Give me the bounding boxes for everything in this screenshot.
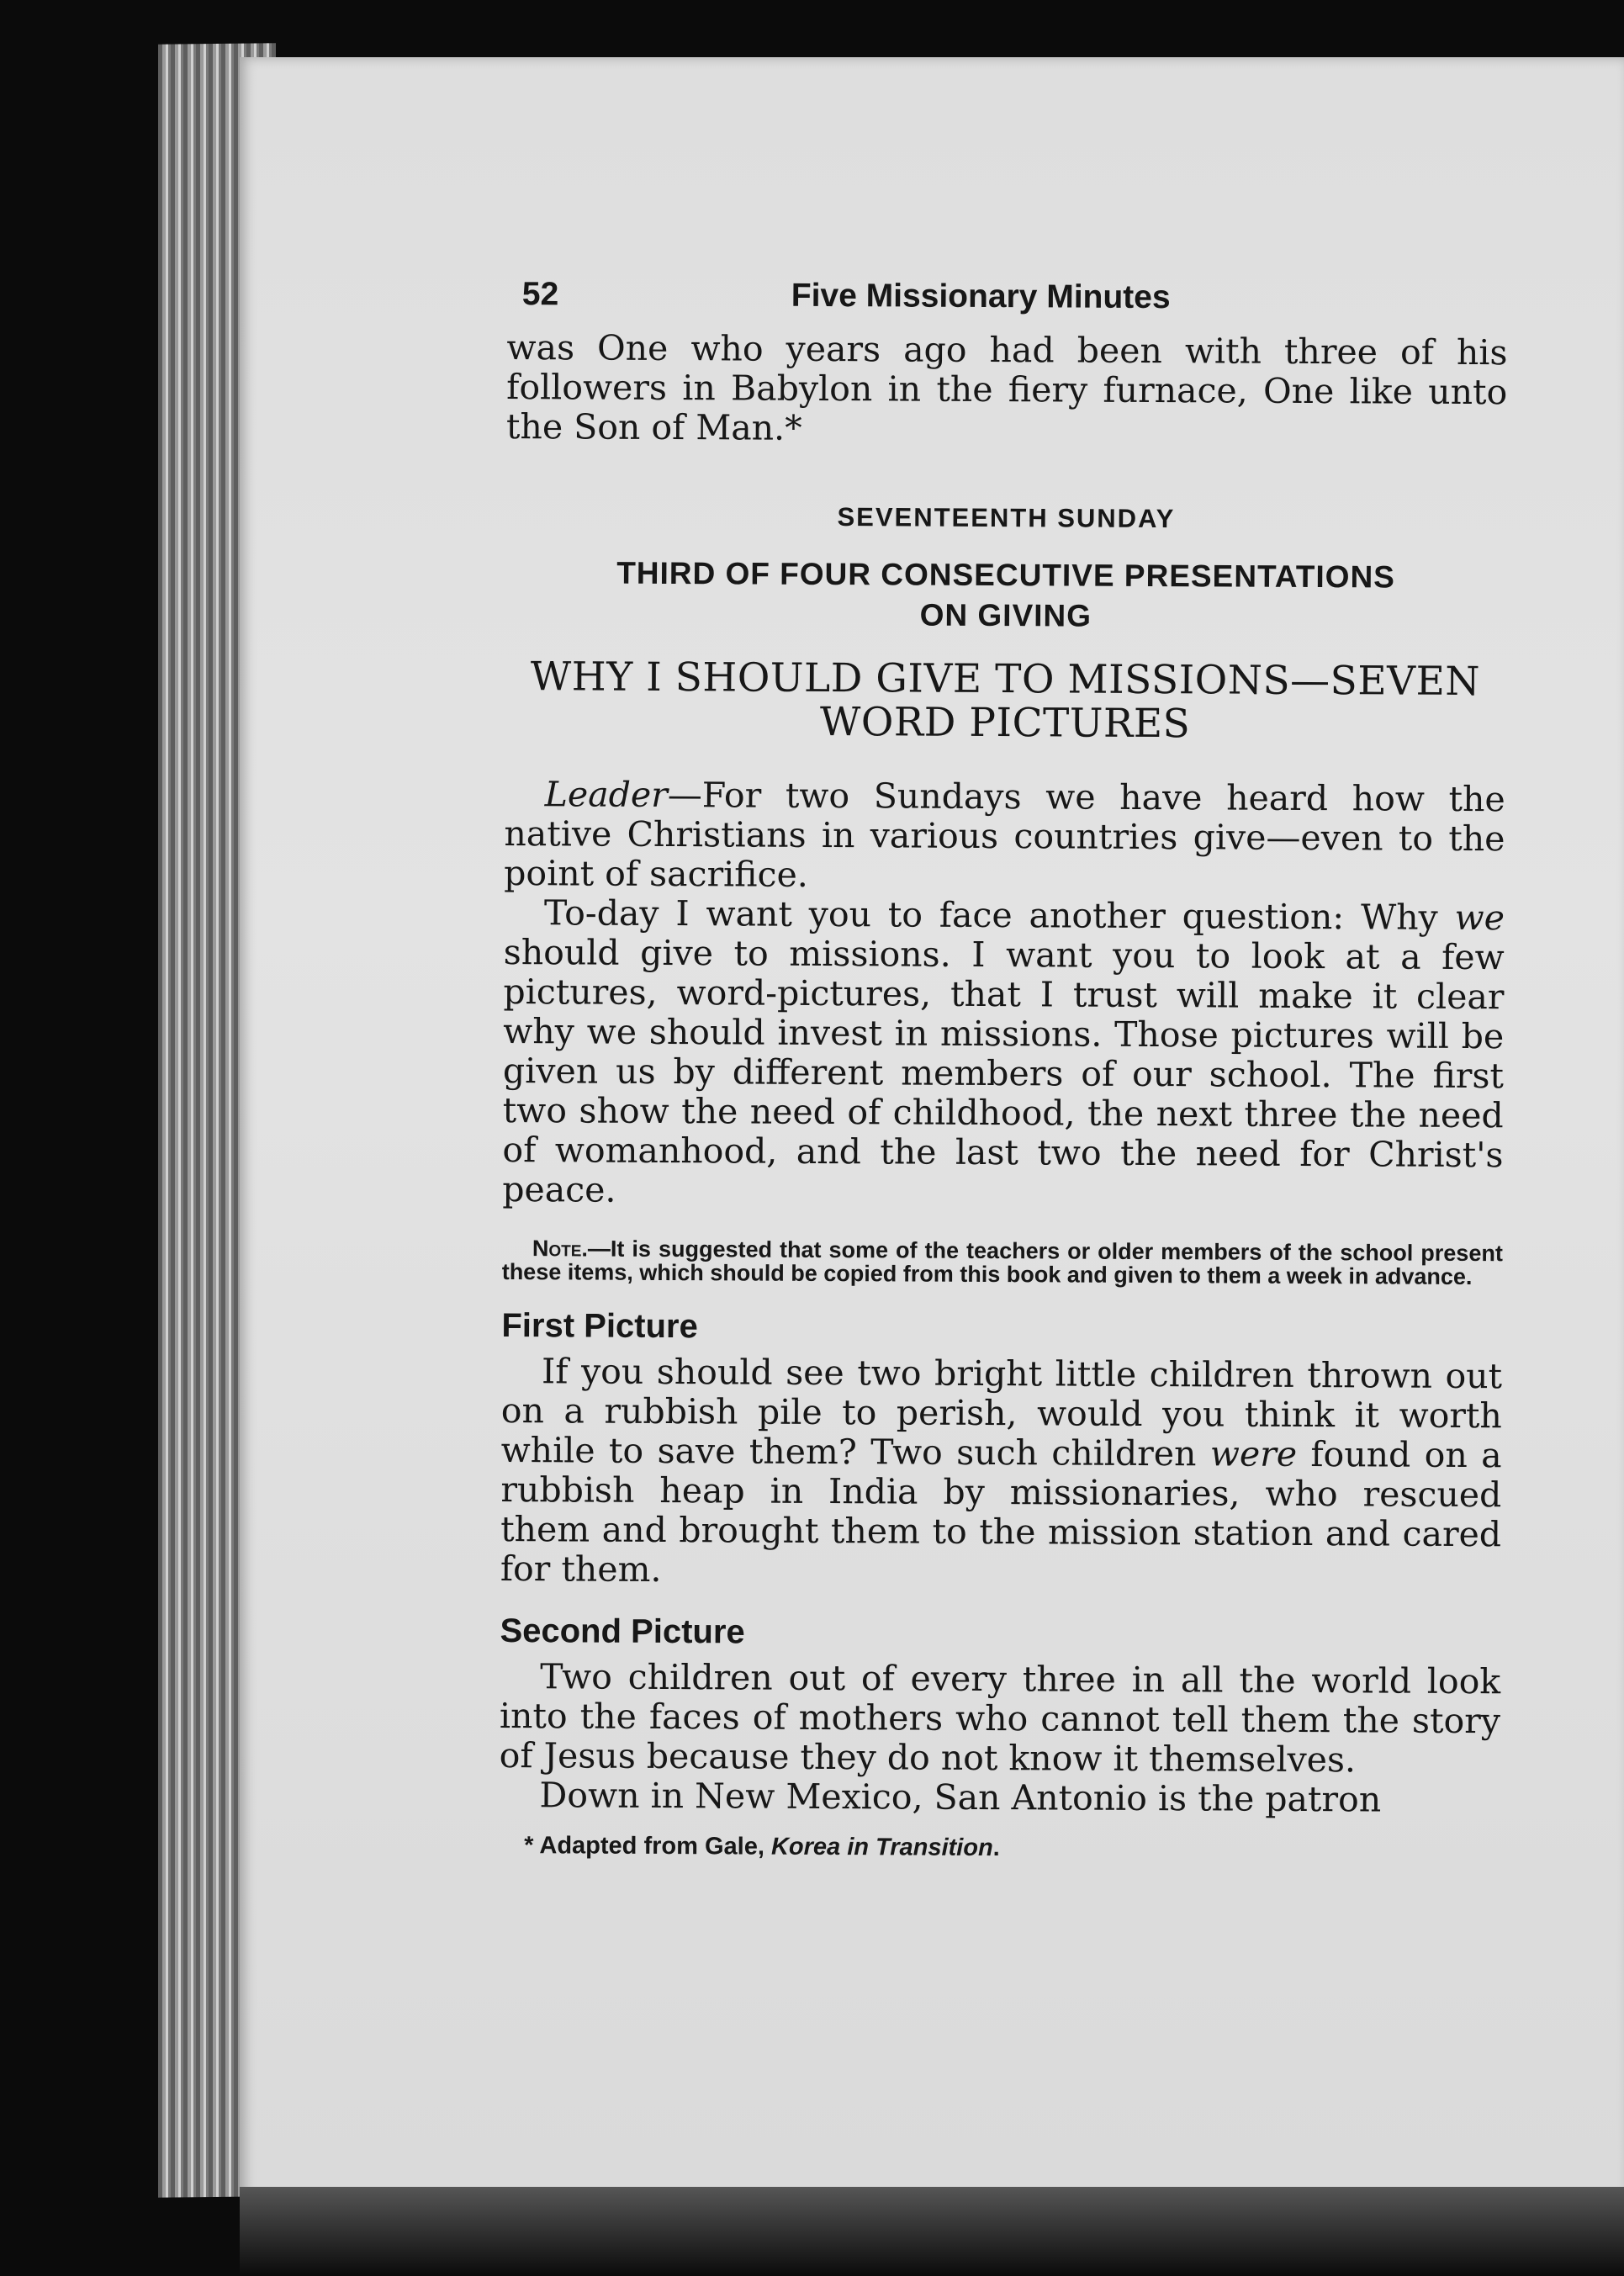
intro-text-2: should give to missions. I want you to look at a few pictures, word-pictures, that I trust will make it clear why we should invest in missions. Those pictures will be given us by different members of our school. The first two show the need of childhood, the next three the need of womanhood, and the last two the need for Christ's peace. xyxy=(502,931,1505,1210)
footnote-prefix: * Adapted from Gale, xyxy=(524,1832,772,1860)
leader-text: —For two Sundays we have heard how the native Christians in various countries give—even to the point of sacrifice. xyxy=(504,775,1505,895)
continuation-paragraph: was One who years ago had been with three of his followers in Babylon in the fiery furnace, One like unto the Son of Man.* xyxy=(505,326,1508,448)
note-text: —It is suggested that some of the teachers or older members of the school present these items, which should be copied from this book and given to them a week in advance. xyxy=(501,1236,1503,1290)
subheading xyxy=(505,553,1506,638)
footnote-suffix: . xyxy=(992,1834,1000,1862)
running-title: Five Missionary Minutes xyxy=(791,277,1171,316)
leader-paragraph xyxy=(504,775,1505,898)
note-label: Note. xyxy=(532,1236,589,1262)
intro-paragraph xyxy=(502,893,1505,1215)
second-picture-paragraph-2: Down in New Mexico, San Antonio is the patron xyxy=(539,1775,1382,1820)
first-picture-heading: First Picture xyxy=(501,1306,698,1346)
intro-text-1: To-day I want you to face another question: Why xyxy=(543,892,1455,938)
second-picture-paragraph-1: Two children out of every three in all the world look into the faces of mothers who cannot tell them the story of Jesus because they do not know it themselves. xyxy=(499,1656,1501,1781)
page-bottom-shadow xyxy=(240,2187,1624,2276)
main-title-line-2: WORD PICTURES xyxy=(819,698,1191,748)
intro-emphasis: we xyxy=(1454,897,1505,939)
second-picture-heading: Second Picture xyxy=(500,1612,745,1651)
running-head xyxy=(507,267,1508,323)
subheading-line-2: ON GIVING xyxy=(919,597,1092,633)
subheading-line-1: THIRD OF FOUR CONSECUTIVE PRESENTATIONS xyxy=(616,555,1396,595)
first-picture-emphasis: were xyxy=(1209,1433,1298,1474)
main-title xyxy=(505,655,1506,748)
note-paragraph xyxy=(502,1236,1503,1289)
page-content xyxy=(499,267,1508,1865)
footnote xyxy=(524,1832,1500,1865)
body-text xyxy=(502,775,1505,1215)
leader-label: Leader xyxy=(544,774,668,816)
main-title-line-1: WHY I SHOULD GIVE TO MISSIONS—SEVEN xyxy=(530,654,1481,706)
section-label: SEVENTEENTH SUNDAY xyxy=(837,502,1176,534)
first-picture-text-2: found on a rubbish heap in India by missionaries, who rescued them and brought them to the mission station and cared for them. xyxy=(500,1433,1502,1590)
first-picture-paragraph xyxy=(500,1352,1502,1594)
page-number: 52 xyxy=(521,276,559,313)
footnote-source: Korea in Transition xyxy=(770,1833,993,1862)
first-picture-text-1: If you should see two bright little children thrown out on a rubbish pile to perish, would you think it worth while to save them? Two such children xyxy=(500,1351,1503,1474)
